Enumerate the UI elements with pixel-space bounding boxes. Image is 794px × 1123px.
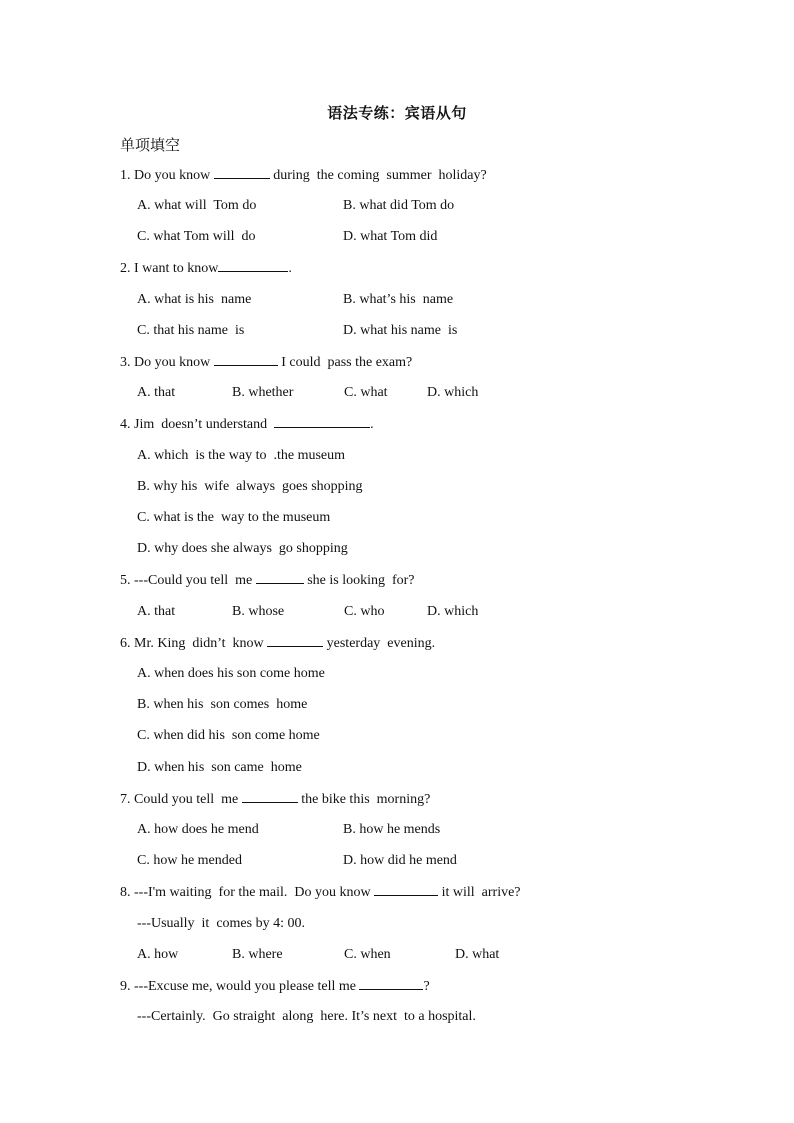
question-4-option-d: D. why does she always go shopping bbox=[137, 541, 348, 556]
question-6 bbox=[120, 634, 435, 653]
question-1-stem-end: during the coming summer holiday? bbox=[269, 168, 487, 183]
question-5-option-a: A. that bbox=[137, 604, 176, 619]
question-2-stem-start: 2. I want to know bbox=[120, 261, 219, 276]
question-4-option-b: B. why his wife always goes shopping bbox=[137, 479, 363, 494]
question-8-option-a: A. how bbox=[137, 947, 179, 962]
question-6-option-b: B. when his son comes home bbox=[137, 697, 308, 712]
question-6-option-c: C. when did his son come home bbox=[137, 728, 320, 743]
question-1-option-a: A. what will Tom do bbox=[137, 198, 257, 213]
question-4-option-a: A. which is the way to .the museum bbox=[137, 448, 346, 463]
question-5-option-c: C. who bbox=[344, 604, 385, 619]
question-3 bbox=[120, 353, 412, 372]
answer-blank bbox=[214, 166, 270, 179]
question-8-stem-end: it will arrive? bbox=[438, 885, 521, 900]
question-2-option-a: A. what is his name bbox=[137, 292, 252, 307]
question-4 bbox=[120, 415, 374, 434]
question-8-stem-start: 8. ---I'm waiting for the mail. Do you know bbox=[120, 885, 375, 900]
question-7-option-a: A. how does he mend bbox=[137, 822, 259, 837]
question-4-option-c: C. what is the way to the museum bbox=[137, 510, 331, 525]
question-7-option-c: C. how he mended bbox=[137, 853, 242, 868]
question-7-stem-start: 7. Could you tell me bbox=[120, 792, 242, 807]
question-2-stem-end: . bbox=[288, 261, 292, 276]
answer-blank bbox=[374, 883, 438, 896]
question-7-stem-end: the bike this morning? bbox=[297, 792, 431, 807]
question-6-option-a: A. when does his son come home bbox=[137, 666, 325, 681]
answer-blank bbox=[274, 415, 370, 428]
question-2-option-c: C. that his name is bbox=[137, 323, 245, 338]
answer-blank bbox=[267, 634, 323, 647]
question-2-option-b: B. what’s his name bbox=[343, 292, 454, 307]
question-7-option-d: D. how did he mend bbox=[343, 853, 457, 868]
question-1-option-d: D. what Tom did bbox=[343, 229, 438, 244]
question-3-option-c: C. what bbox=[344, 385, 388, 400]
question-5-option-d: D. which bbox=[427, 604, 479, 619]
question-1-option-c: C. what Tom will do bbox=[137, 229, 256, 244]
answer-blank bbox=[214, 353, 278, 366]
question-8-reply: ---Usually it comes by 4: 00. bbox=[137, 916, 305, 931]
question-8-option-d: D. what bbox=[455, 947, 500, 962]
question-5 bbox=[120, 571, 415, 590]
question-1-option-b: B. what did Tom do bbox=[343, 198, 455, 213]
question-3-option-a: A. that bbox=[137, 385, 176, 400]
question-9-reply: ---Certainly. Go straight along here. It’s next to a hospital. bbox=[137, 1009, 476, 1024]
question-5-stem-start: 5. ---Could you tell me bbox=[120, 573, 256, 588]
question-7-option-b: B. how he mends bbox=[343, 822, 441, 837]
question-2-option-d: D. what his name is bbox=[343, 323, 458, 338]
question-2 bbox=[120, 259, 292, 278]
question-6-stem-end: yesterday evening. bbox=[323, 636, 436, 651]
question-7 bbox=[120, 790, 430, 809]
question-6-stem-start: 6. Mr. King didn’t know bbox=[120, 636, 268, 651]
question-9-stem-start: 9. ---Excuse me, would you please tell me bbox=[120, 979, 360, 994]
answer-blank bbox=[359, 977, 423, 990]
question-4-stem-end: . bbox=[370, 417, 374, 432]
question-1-stem-start: 1. Do you know bbox=[120, 168, 214, 183]
question-9-stem-end: ? bbox=[423, 979, 430, 994]
question-5-stem-end: she is looking for? bbox=[303, 573, 415, 588]
question-5-option-b: B. whose bbox=[232, 604, 285, 619]
question-4-stem-start: 4. Jim doesn’t understand bbox=[120, 417, 275, 432]
question-3-option-d: D. which bbox=[427, 385, 479, 400]
question-8 bbox=[120, 883, 521, 902]
section-heading: 单项填空 bbox=[120, 136, 181, 154]
question-1 bbox=[120, 166, 487, 185]
answer-blank bbox=[256, 571, 304, 584]
question-3-stem-end: I could pass the exam? bbox=[277, 355, 413, 370]
question-8-option-b: B. where bbox=[232, 947, 283, 962]
question-9 bbox=[120, 977, 430, 996]
question-3-stem-start: 3. Do you know bbox=[120, 355, 214, 370]
question-3-option-b: B. whether bbox=[232, 385, 294, 400]
answer-blank bbox=[242, 790, 298, 803]
question-8-option-c: C. when bbox=[344, 947, 391, 962]
page-title: 语法专练：宾语从句 bbox=[327, 104, 467, 122]
question-6-option-d: D. when his son came home bbox=[137, 760, 302, 775]
answer-blank bbox=[218, 259, 288, 272]
